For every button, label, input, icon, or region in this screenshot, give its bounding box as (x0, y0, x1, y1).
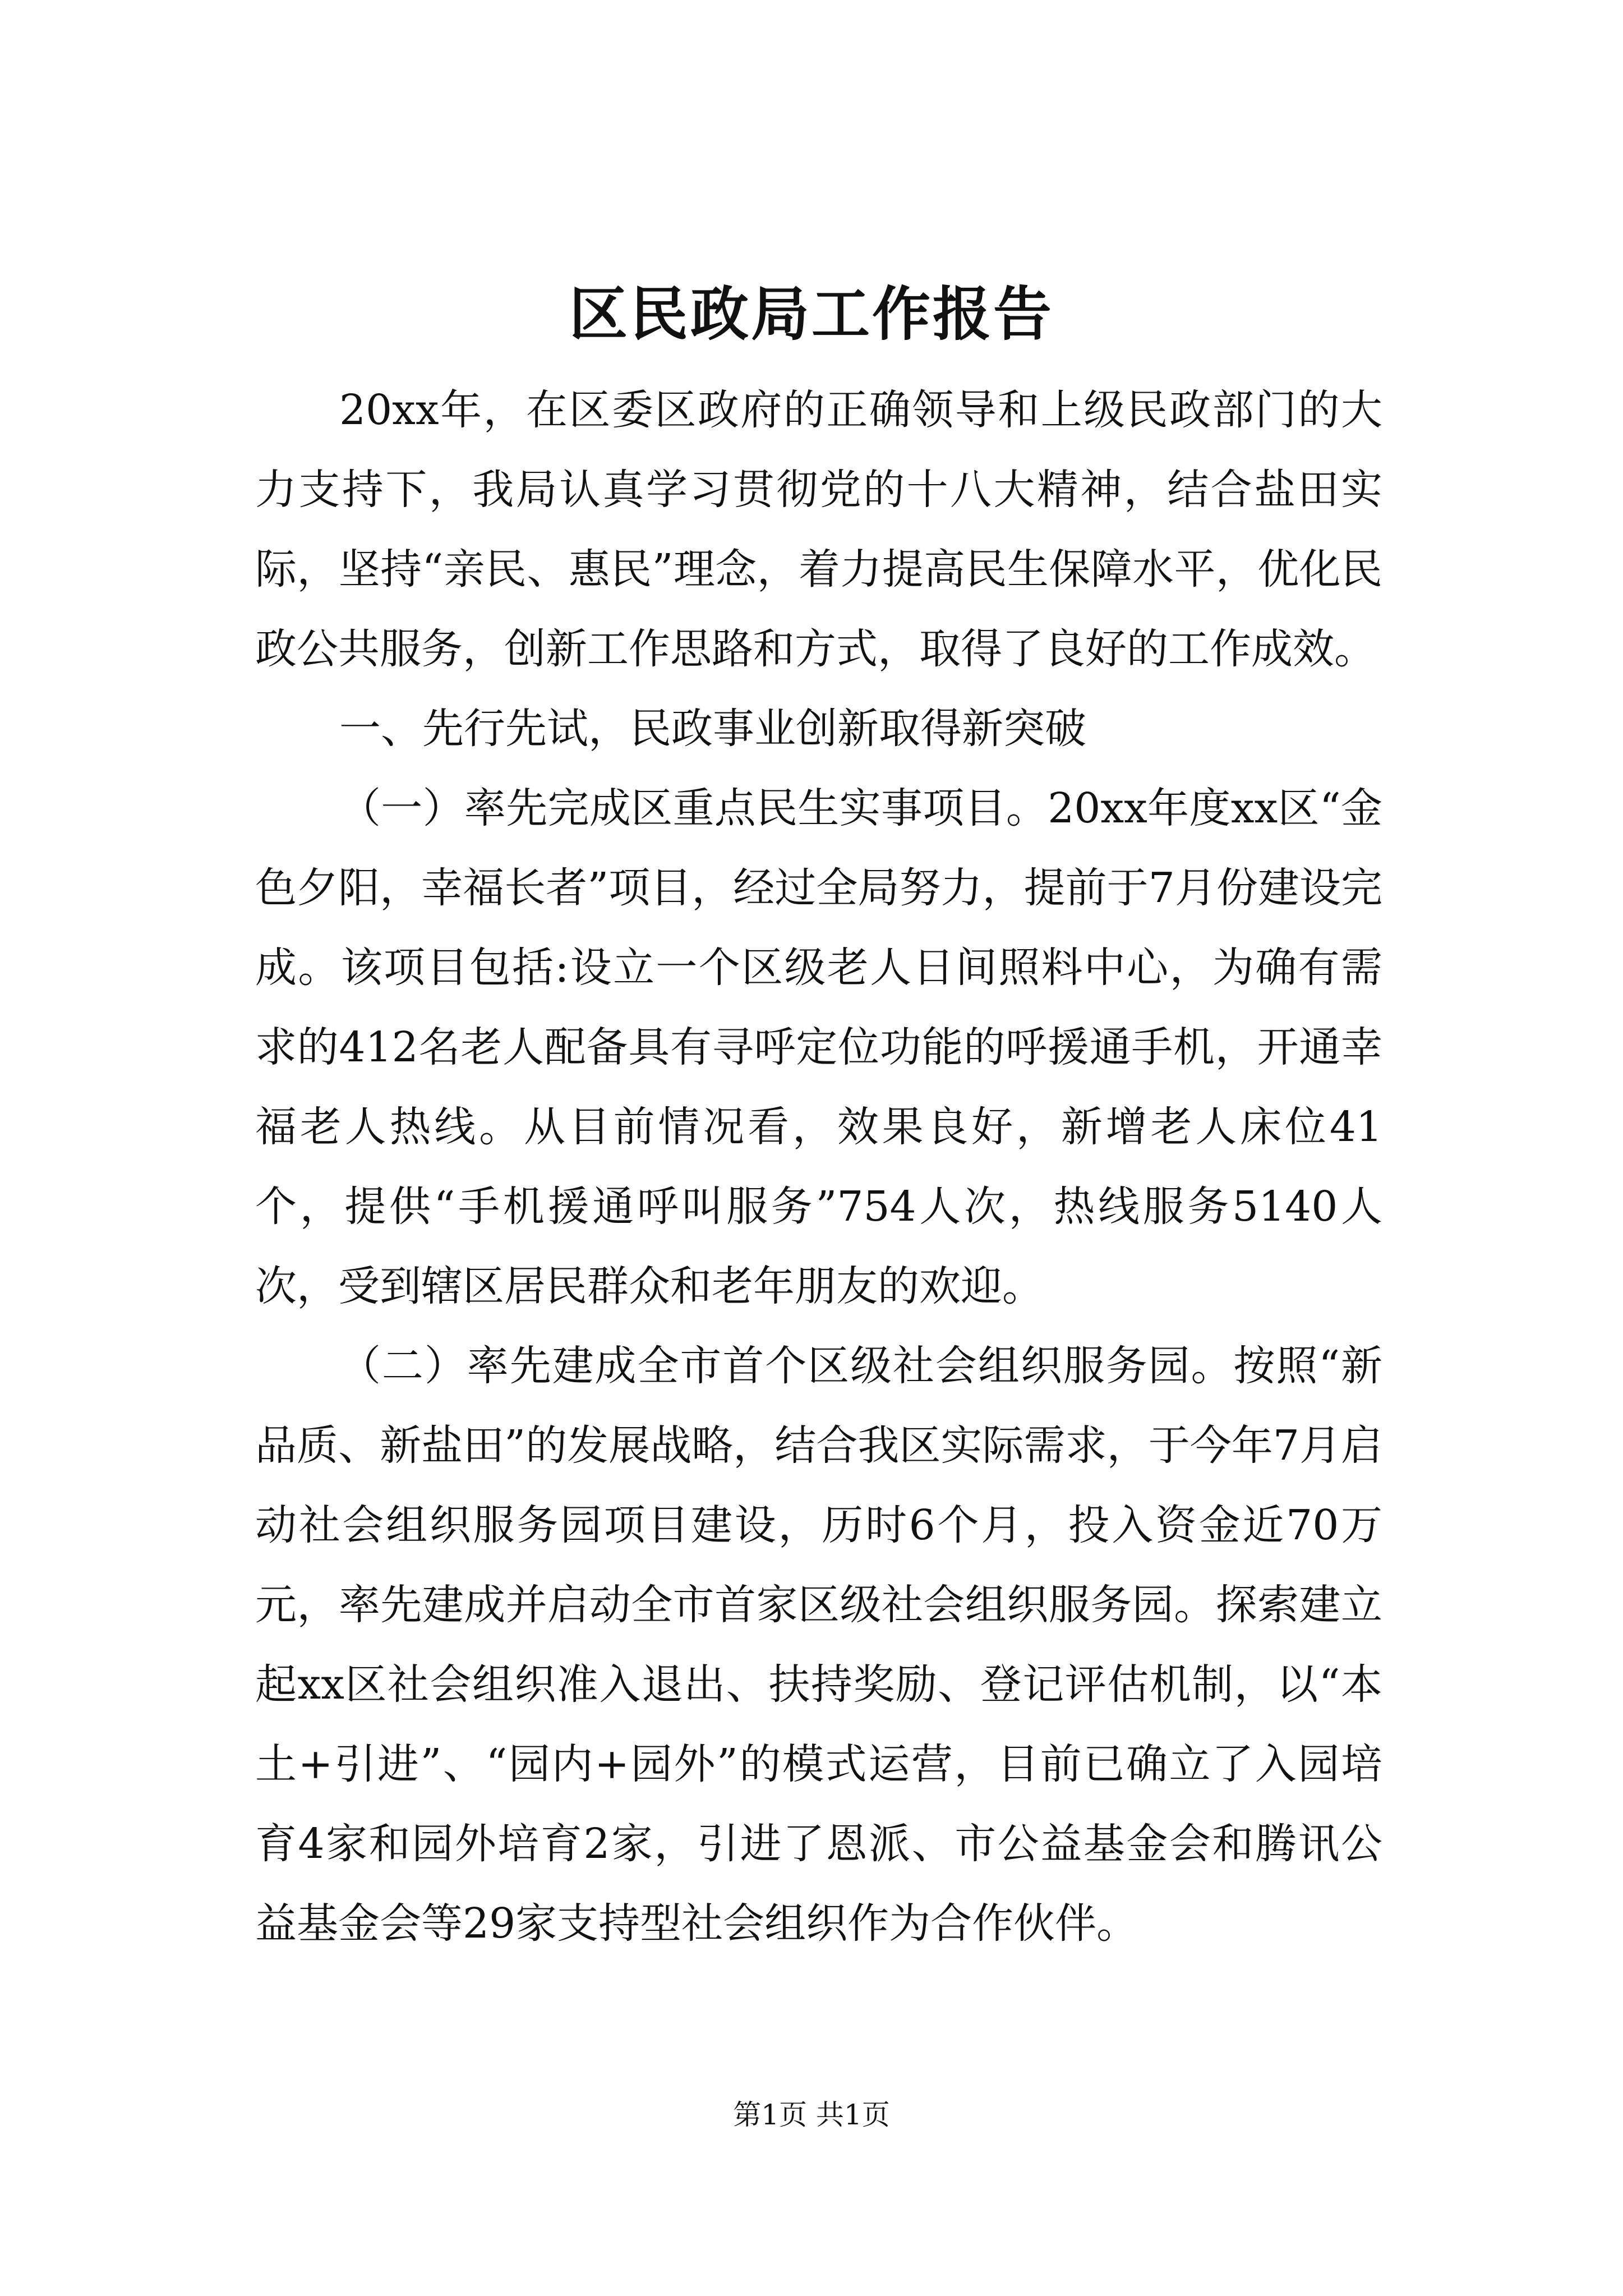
section-heading: 一、先行先试，民政事业创新取得新突破 (339, 705, 1086, 753)
intro-paragraph: 20xx年，在区委区政府的正确领导和上级民政部门的大力支持下，我局认真学习贯彻党的十八大精神，结合盐田实际，坚持“亲民、惠民”理念，着力提高民生保障水平，优化民政公共服务，创新工作思路和方式，取得了良好的工作成效。 (255, 386, 1382, 673)
section-item-1-paragraph: （一）率先完成区重点民生实事项目。20xx年度xx区“金色夕阳，幸福长者”项目，经过全局努力，提前于7月份建设完成。该项目包括:设立一个区级老人日间照料中心，为确有需求的412名老人配备具有寻呼定位功能的呼援通手机，开通幸福老人热线。从目前情况看，效果良好，新增老人床位41个，提供“手机援通呼叫服务”754人次，热线服务5140人次，受到辖区居民群众和老年朋友的欢迎。 (255, 784, 1382, 1310)
page-footer: 第1页 共1页 (733, 2099, 890, 2131)
document-title: 区民政局工作报告 (569, 279, 1054, 348)
document-body (255, 370, 1382, 1963)
section-item-2-paragraph: （二）率先建成全市首个区级社会组织服务园。按照“新品质、新盐田”的发展战略，结合我区实际需求，于今年7月启动社会组织服务园项目建设，历时6个月，投入资金近70万元，率先建成并启动全市首家区级社会组织服务园。探索建立起xx区社会组织准入退出、扶持奖励、登记评估机制，以“本土+引进”、“园内+园外”的模式运营，目前已确立了入园培育4家和园外培育2家，引进了恩派、市公益基金会和腾讯公益基金会等29家支持型社会组织作为合作伙伴。 (255, 1342, 1382, 1948)
